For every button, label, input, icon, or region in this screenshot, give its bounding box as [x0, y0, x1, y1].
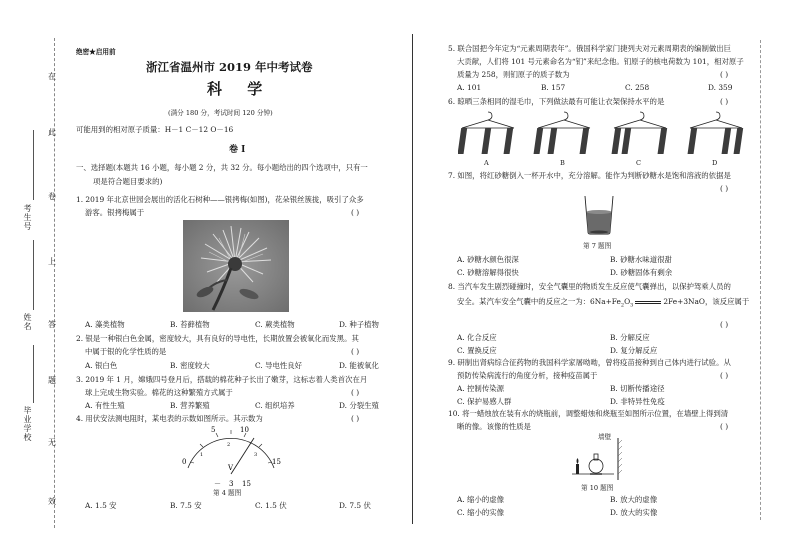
q7-option-d[interactable]: D. 砂糖固体有剩余 — [610, 268, 673, 277]
meter-terminal-neg: － — [214, 480, 221, 488]
q3-answer-paren[interactable]: ( ) — [351, 388, 360, 397]
q3-option-b[interactable]: B. 营养繁殖 — [170, 401, 210, 410]
meter-inner-3: 3 — [254, 452, 258, 458]
q2-option-a[interactable]: A. 银白色 — [85, 361, 118, 370]
binding-char: 此 — [48, 128, 56, 137]
candidate-number-field[interactable] — [33, 130, 34, 200]
q5-stem-cont2: 质量为 258，则钔原子的质子数为 — [457, 70, 570, 79]
binding-char: 在 — [48, 72, 56, 81]
q9-option-a[interactable]: A. 控制传染源 — [457, 384, 504, 393]
meter-unit: V — [228, 464, 234, 472]
q6-label-b[interactable]: B — [560, 159, 565, 167]
q2-answer-paren[interactable]: ( ) — [351, 347, 360, 356]
binding-char: 上 — [48, 257, 56, 266]
binding-char: 答 — [48, 320, 56, 329]
q2-option-b[interactable]: B. 密度较大 — [170, 361, 210, 370]
candle-flask-wall-diagram — [570, 436, 630, 482]
meter-scale-15: 15 — [272, 458, 281, 466]
school-field[interactable] — [33, 345, 34, 403]
meter-scale-5: 5 — [211, 426, 216, 434]
q4-option-c[interactable]: C. 1.5 伏 — [255, 501, 287, 510]
meter-scale-10: 10 — [240, 426, 249, 434]
q3-stem: 3. 2019 年 1 月，嫦娥四号登月后，搭载的棉花种子长出了嫩芽，这标志着人类首次在月 — [76, 375, 368, 384]
q7-option-c[interactable]: C. 砂糖溶解得很快 — [457, 268, 519, 277]
name-label: 姓名 — [23, 313, 32, 331]
secret-mark: 绝密★启用前 — [76, 48, 116, 56]
q8-option-b[interactable]: B. 分解反应 — [610, 333, 650, 342]
q3-stem-cont: 球上完成生物实验。棉花的这种繁殖方式属于 — [85, 388, 233, 397]
q10-option-a[interactable]: A. 缩小的虚像 — [457, 495, 504, 504]
q1-option-b[interactable]: B. 苔藓植物 — [170, 320, 210, 329]
q8-eq-part4: O，该反应属于 — [698, 297, 750, 306]
q1-stem-cont: 游客。银拷梅属于 — [85, 208, 145, 217]
q8-eq-sub-fe: 2 — [620, 302, 625, 309]
q3-option-c[interactable]: C. 组织培养 — [255, 401, 295, 410]
q5-answer-paren[interactable]: ( ) — [720, 70, 729, 79]
q10-option-b[interactable]: B. 放大的虚像 — [610, 495, 658, 504]
exam-info: (满分 180 分，考试时间 120 分钟) — [168, 109, 273, 117]
silver-flower-photo — [183, 220, 289, 312]
q1-option-d[interactable]: D. 种子植物 — [339, 320, 379, 329]
exam-title: 浙江省温州市 2019 年中考试卷 — [146, 60, 313, 74]
q10-answer-paren[interactable]: ( ) — [720, 422, 729, 431]
q9-stem-cont: 预防传染病流行的角度分析，接种疫苗属于 — [457, 371, 598, 380]
q10-option-d[interactable]: D. 放大的实像 — [610, 508, 658, 517]
q7-answer-paren[interactable]: ( ) — [720, 184, 729, 193]
subject-title: 科 学 — [207, 80, 273, 98]
q8-eq-part3: 2Fe+3Na — [663, 297, 699, 306]
q8-option-c[interactable]: C. 置换反应 — [457, 346, 497, 355]
school-label: 毕业学校 — [23, 406, 32, 442]
candidate-number-label: 考生号 — [23, 204, 32, 231]
section-intro-cont: 项是符合题目要求的) — [93, 177, 163, 186]
q6-label-d[interactable]: D — [712, 159, 718, 167]
q8-eq-arrow — [635, 301, 661, 304]
q7-stem: 7. 如图，将红砂糖倒入一杯开水中，充分溶解。能作为判断砂糖水是饱和溶液的依据是 — [448, 171, 731, 180]
q6-label-c[interactable]: C — [636, 159, 642, 167]
q5-stem: 5. 联合国把今年定为“元素周期表年”。俄国科学家门捷列夫对元素周期表的编制做出巨 — [448, 44, 732, 53]
meter-scale-0: 0 — [182, 458, 187, 466]
binding-char: 效 — [48, 497, 56, 506]
q4-stem: 4. 用伏安法测电阻时，某电表的示数如图所示。其示数为 — [76, 414, 263, 423]
q2-stem: 2. 银是一种银白色金属，密度较大，具有良好的导电性，长期放置会被氧化而发黑。其 — [76, 334, 359, 343]
q4-figure-caption: 第 4 题图 — [213, 489, 242, 497]
q8-eq-part2: O — [624, 297, 631, 306]
q8-stem: 8. 当汽车发生剧烈碰撞时，安全气囊里的物质发生反应使气囊弹出，以保护驾乘人员的 — [448, 282, 731, 291]
q1-answer-paren[interactable]: ( ) — [351, 208, 360, 217]
q10-stem-cont: 晰的像。该像的性质是 — [457, 422, 531, 431]
right-margin-line — [760, 40, 761, 520]
q1-stem: 1. 2019 年北京世园会展出的活化石树种——银拷梅(如图)，花朵银丝簇拢，吸引了众多 — [76, 195, 364, 204]
q10-figure-caption: 第 10 题图 — [581, 484, 614, 492]
hanger-diagrams — [458, 108, 748, 158]
q8-option-d[interactable]: D. 复分解反应 — [610, 346, 658, 355]
q6-answer-paren[interactable]: ( ) — [720, 97, 729, 106]
q7-figure-caption: 第 7 题图 — [583, 242, 612, 250]
section-heading: 卷 Ⅰ — [229, 145, 246, 155]
q7-option-a[interactable]: A. 砂糖水颜色很深 — [457, 255, 519, 264]
q5-option-a[interactable]: A. 101 — [457, 83, 482, 92]
q7-option-b[interactable]: B. 砂糖水味道很甜 — [610, 255, 672, 264]
q2-stem-cont: 中属于银的化学性质的是 — [85, 347, 167, 356]
meter-terminal-15: 15 — [242, 480, 251, 488]
binding-char: 卷 — [48, 192, 56, 201]
q2-option-d[interactable]: D. 能被氧化 — [339, 361, 379, 370]
sugar-water-beaker — [582, 194, 616, 236]
q1-option-c[interactable]: C. 蕨类植物 — [255, 320, 295, 329]
q8-option-a[interactable]: A. 化合反应 — [457, 333, 497, 342]
q9-option-b[interactable]: B. 切断传播途径 — [610, 384, 665, 393]
q8-eq-sub-o: 3 — [630, 302, 634, 309]
q9-stem: 9. 研制出肾病综合征药物的我国科学家屠呦呦，曾将疫苗接种到自己体内进行试验。从 — [448, 358, 731, 367]
q6-label-a[interactable]: A — [484, 159, 489, 167]
voltmeter-diagram — [176, 424, 286, 490]
q8-equation-line — [457, 297, 749, 310]
column-divider — [412, 34, 413, 524]
name-field[interactable] — [33, 240, 34, 310]
q10-option-c[interactable]: C. 缩小的实像 — [457, 508, 505, 517]
binding-dashed-line — [54, 38, 55, 528]
section-intro: 一、选择题(本题共 16 小题，每小题 2 分，共 32 分。每小题给出的四个选项中，只有一 — [76, 163, 368, 172]
q5-stem-cont: 大贡献，人们将 101 号元素命名为“钔”来纪念他。钔原子的核电荷数为 101，相对原子 — [457, 57, 744, 66]
q5-option-c[interactable]: C. 258 — [625, 83, 650, 92]
q9-option-d[interactable]: D. 非特异性免疫 — [610, 397, 665, 406]
q8-answer-paren[interactable]: ( ) — [720, 320, 729, 329]
q8-eq-part1: 安全。某汽车安全气囊中的反应之一为：6Na+Fe — [457, 297, 621, 306]
q9-option-c[interactable]: C. 保护易感人群 — [457, 397, 512, 406]
q5-option-b[interactable]: B. 157 — [541, 83, 566, 92]
q1-option-a[interactable]: A. 藻类植物 — [85, 320, 125, 329]
q10-wall-label: 墙壁 — [598, 433, 612, 441]
meter-inner-2: 2 — [227, 442, 231, 448]
q4-option-b[interactable]: B. 7.5 安 — [170, 501, 202, 510]
meter-terminal-3: 3 — [229, 480, 234, 488]
binding-char: 题 — [48, 376, 56, 385]
q2-option-c[interactable]: C. 导电性良好 — [255, 361, 303, 370]
q9-answer-paren[interactable]: ( ) — [720, 371, 729, 380]
q10-stem: 10. 将一蜡烛放在装有水的烧瓶前，调整蜡烛和烧瓶至如图所示位置，在墙壁上得到清 — [448, 409, 729, 418]
q3-option-a[interactable]: A. 有性生殖 — [85, 401, 125, 410]
q3-option-d[interactable]: D. 分裂生殖 — [339, 401, 379, 410]
q6-stem: 6. 晾晒三条相同的湿毛巾，下列做法最有可能让衣架保持水平的是 — [448, 97, 665, 106]
binding-char: 无 — [48, 438, 56, 447]
q5-option-d[interactable]: D. 359 — [708, 83, 733, 92]
q4-option-a[interactable]: A. 1.5 安 — [85, 501, 117, 510]
atomic-mass-note: 可能用到的相对原子质量：H－1 C－12 O－16 — [76, 125, 234, 134]
q4-option-d[interactable]: D. 7.5 伏 — [339, 501, 371, 510]
meter-inner-1: 1 — [200, 452, 204, 458]
q4-answer-paren[interactable]: ( ) — [351, 414, 360, 423]
